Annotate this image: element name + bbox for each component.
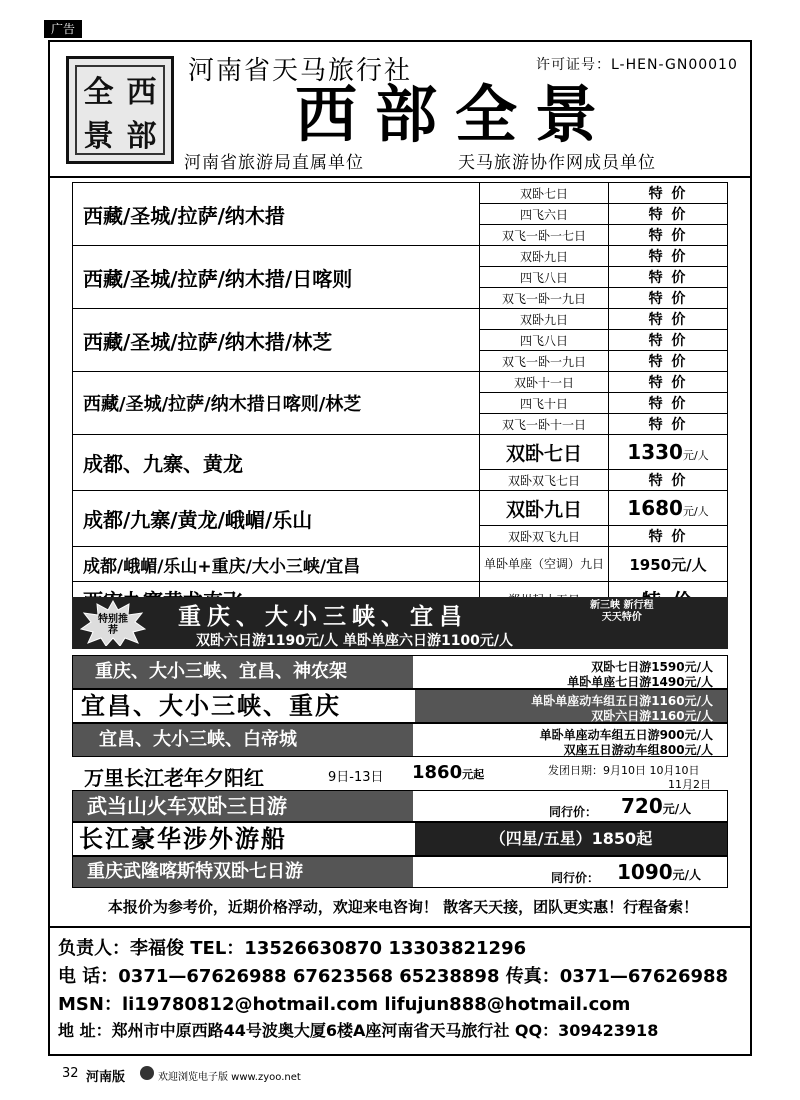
header-divider xyxy=(48,176,752,178)
route-name: 成都/九寨/黄龙/峨嵋/乐山 xyxy=(73,491,480,547)
footer-site: 欢迎浏览电子版 www.zyoo.net xyxy=(158,1072,301,1083)
special-price-tag: 特 价 xyxy=(609,526,728,547)
route-option: 双卧十一日 xyxy=(480,372,609,393)
trip-price-line: 单卧单座动车组五日游900元/人 xyxy=(539,728,713,742)
price-unit: 元/人 xyxy=(672,868,702,882)
trip-name: 宜昌、大小三峡、白帝城 xyxy=(73,724,413,756)
table-row xyxy=(73,372,728,393)
special-price-tag: 特 价 xyxy=(609,204,728,225)
trip-price-line: 单卧单座七日游1490元/人 xyxy=(567,675,713,689)
route-price: 1950元/人 xyxy=(609,547,728,582)
brand-title: 西部全景 xyxy=(294,78,615,151)
route-name: 成都、九寨、黄龙 xyxy=(73,435,480,491)
route-option: 双卧九日 xyxy=(480,246,609,267)
list-item xyxy=(72,822,728,856)
route-option: 双卧七日 xyxy=(480,183,609,204)
route-option: 双卧九日 xyxy=(480,491,609,526)
price-value: 1090 xyxy=(617,860,673,884)
special-price-tag: 特 价 xyxy=(609,225,728,246)
featured-note-line: 新三峡 新行程 xyxy=(590,600,654,611)
featured-note-line: 天天特价 xyxy=(601,612,642,623)
trip-name: 长江豪华涉外游船 xyxy=(79,825,287,853)
special-price-tag: 特 价 xyxy=(609,330,728,351)
route-option: 四飞十日 xyxy=(480,393,609,414)
table-row xyxy=(73,547,728,582)
route-option: 双卧双飞七日 xyxy=(480,470,609,491)
special-price-tag: 特 价 xyxy=(609,372,728,393)
sunset-price xyxy=(412,762,484,783)
routes-table xyxy=(72,182,728,617)
subtitle-left: 河南省旅游局直属单位 xyxy=(184,153,364,173)
route-option: 四飞八日 xyxy=(480,330,609,351)
trip-price-line: 双座五日游动车组800元/人 xyxy=(563,743,713,757)
route-option: 双飞一卧一九日 xyxy=(480,288,609,309)
featured-prices: 双卧六日游1190元/人 单卧单座六日游1100元/人 xyxy=(196,633,514,649)
special-price-tag: 特 价 xyxy=(609,351,728,372)
sunset-days: 9日-13日 xyxy=(328,770,384,785)
sunset-trip-name: 万里长江老年夕阳红 xyxy=(84,766,264,790)
trip-name: 重庆、大小三峡、宜昌、神农架 xyxy=(73,656,413,688)
contact-person: 负责人：李福俊 TEL：13526630870 13303821296 xyxy=(58,938,527,959)
cruise-price xyxy=(415,823,727,855)
table-row xyxy=(73,491,728,526)
departure-dates-extra: 11月2日 xyxy=(668,778,711,791)
trip-name: 武当山火车双卧三日游 xyxy=(73,791,413,821)
route-option: 四飞六日 xyxy=(480,204,609,225)
special-price-tag: 特 价 xyxy=(609,414,728,435)
logo-char: 景 xyxy=(83,119,114,154)
edition-label: 河南版 xyxy=(86,1070,126,1085)
agency-name: 河南省天马旅行社 xyxy=(188,56,413,86)
logo-seal xyxy=(66,56,174,164)
contact-phone: 电 话：0371—67626988 67623568 65238898 传真：0371—67626988 xyxy=(58,966,729,987)
special-price-tag: 特 价 xyxy=(609,470,728,491)
route-name: 西藏/圣城/拉萨/纳木措/林芝 xyxy=(73,309,480,372)
subtitle-right: 天马旅游协作网成员单位 xyxy=(458,153,656,173)
list-item xyxy=(72,655,728,689)
price-value: 1330 xyxy=(627,440,683,464)
price-value: 1860 xyxy=(412,762,463,783)
price-suffix: 元起 xyxy=(462,768,485,781)
edition-logo-icon xyxy=(140,1066,154,1080)
page-number: 32 xyxy=(62,1066,79,1081)
route-option: 双卧七日 xyxy=(480,435,609,470)
table-row xyxy=(73,435,728,470)
notice-divider xyxy=(48,926,752,928)
special-price-tag: 特 价 xyxy=(609,309,728,330)
price-unit: 元/人 xyxy=(682,505,709,518)
special-price-tag: 特 价 xyxy=(609,288,728,309)
route-name: 西藏/圣城/拉萨/纳木措/日喀则 xyxy=(73,246,480,309)
trip-name: 宜昌、大小三峡、重庆 xyxy=(81,692,341,720)
list-item xyxy=(72,723,728,757)
route-name: 成都/峨嵋/乐山+重庆/大小三峡/宜昌 xyxy=(73,547,480,582)
price-unit: 元/人 xyxy=(662,802,692,816)
list-item xyxy=(72,856,728,888)
route-name: 西藏/圣城/拉萨/纳木措日喀则/林芝 xyxy=(73,372,480,435)
trip-price-line: 单卧单座动车组五日游1160元/人 xyxy=(531,694,713,708)
peer-price xyxy=(617,860,701,884)
route-option: 双飞一卧一七日 xyxy=(480,225,609,246)
special-price-tag: 特 价 xyxy=(609,246,728,267)
cruise-star: （四星/五星） xyxy=(489,829,592,848)
price-notice: 本报价为参考价，近期价格浮动，欢迎来电咨询！ 散客天天接，团队更实惠！行程备索！ xyxy=(107,898,699,916)
logo-char: 全 xyxy=(83,75,114,110)
route-option: 四飞八日 xyxy=(480,267,609,288)
logo-char: 西 xyxy=(126,75,157,110)
route-option: 单卧单座（空调）九日 xyxy=(480,547,609,582)
route-option: 双卧九日 xyxy=(480,309,609,330)
table-row xyxy=(73,183,728,204)
peer-price-label: 同行价： xyxy=(551,871,600,885)
price-value: 1850起 xyxy=(591,829,653,848)
route-option: 双飞一卧一九日 xyxy=(480,351,609,372)
departure-dates: 发团日期：9月10日 10月10日 xyxy=(548,764,700,777)
trip-price-line: 双卧六日游1160元/人 xyxy=(591,709,713,723)
table-row xyxy=(73,246,728,267)
featured-note xyxy=(590,600,653,624)
route-price xyxy=(609,435,728,470)
table-row xyxy=(73,309,728,330)
route-option: 双飞一卧十一日 xyxy=(480,414,609,435)
contact-msn: MSN：li19780812@hotmail.com lifujun888@hotmail.com xyxy=(58,994,631,1015)
trip-price-line: 双卧七日游1590元/人 xyxy=(591,660,713,674)
logo-char: 部 xyxy=(126,119,157,154)
route-option: 双卧双飞九日 xyxy=(480,526,609,547)
special-price-tag: 特 价 xyxy=(609,267,728,288)
special-price-tag: 特 价 xyxy=(609,393,728,414)
route-price xyxy=(609,491,728,526)
featured-title: 重庆、大小三峡、宜昌 xyxy=(178,604,468,630)
contact-address: 地 址：郑州市中原西路44号波奥大厦6楼A座河南省天马旅行社 QQ：309423918 xyxy=(58,1021,659,1040)
list-item xyxy=(72,790,728,822)
trip-name: 重庆武隆喀斯特双卧七日游 xyxy=(73,857,413,887)
peer-price-label: 同行价： xyxy=(549,805,598,819)
price-value: 1680 xyxy=(627,496,683,520)
featured-badge-text: 特别推荐 xyxy=(98,614,128,636)
route-name: 西藏/圣城/拉萨/纳木措 xyxy=(73,183,480,246)
special-price-tag: 特 价 xyxy=(609,183,728,204)
list-item xyxy=(72,689,728,723)
license-number: 许可证号：L-HEN-GN00010 xyxy=(536,57,738,73)
peer-price xyxy=(621,794,691,818)
price-unit: 元/人 xyxy=(682,449,709,462)
ad-tag: 广告 xyxy=(44,20,82,38)
price-value: 720 xyxy=(621,794,663,818)
